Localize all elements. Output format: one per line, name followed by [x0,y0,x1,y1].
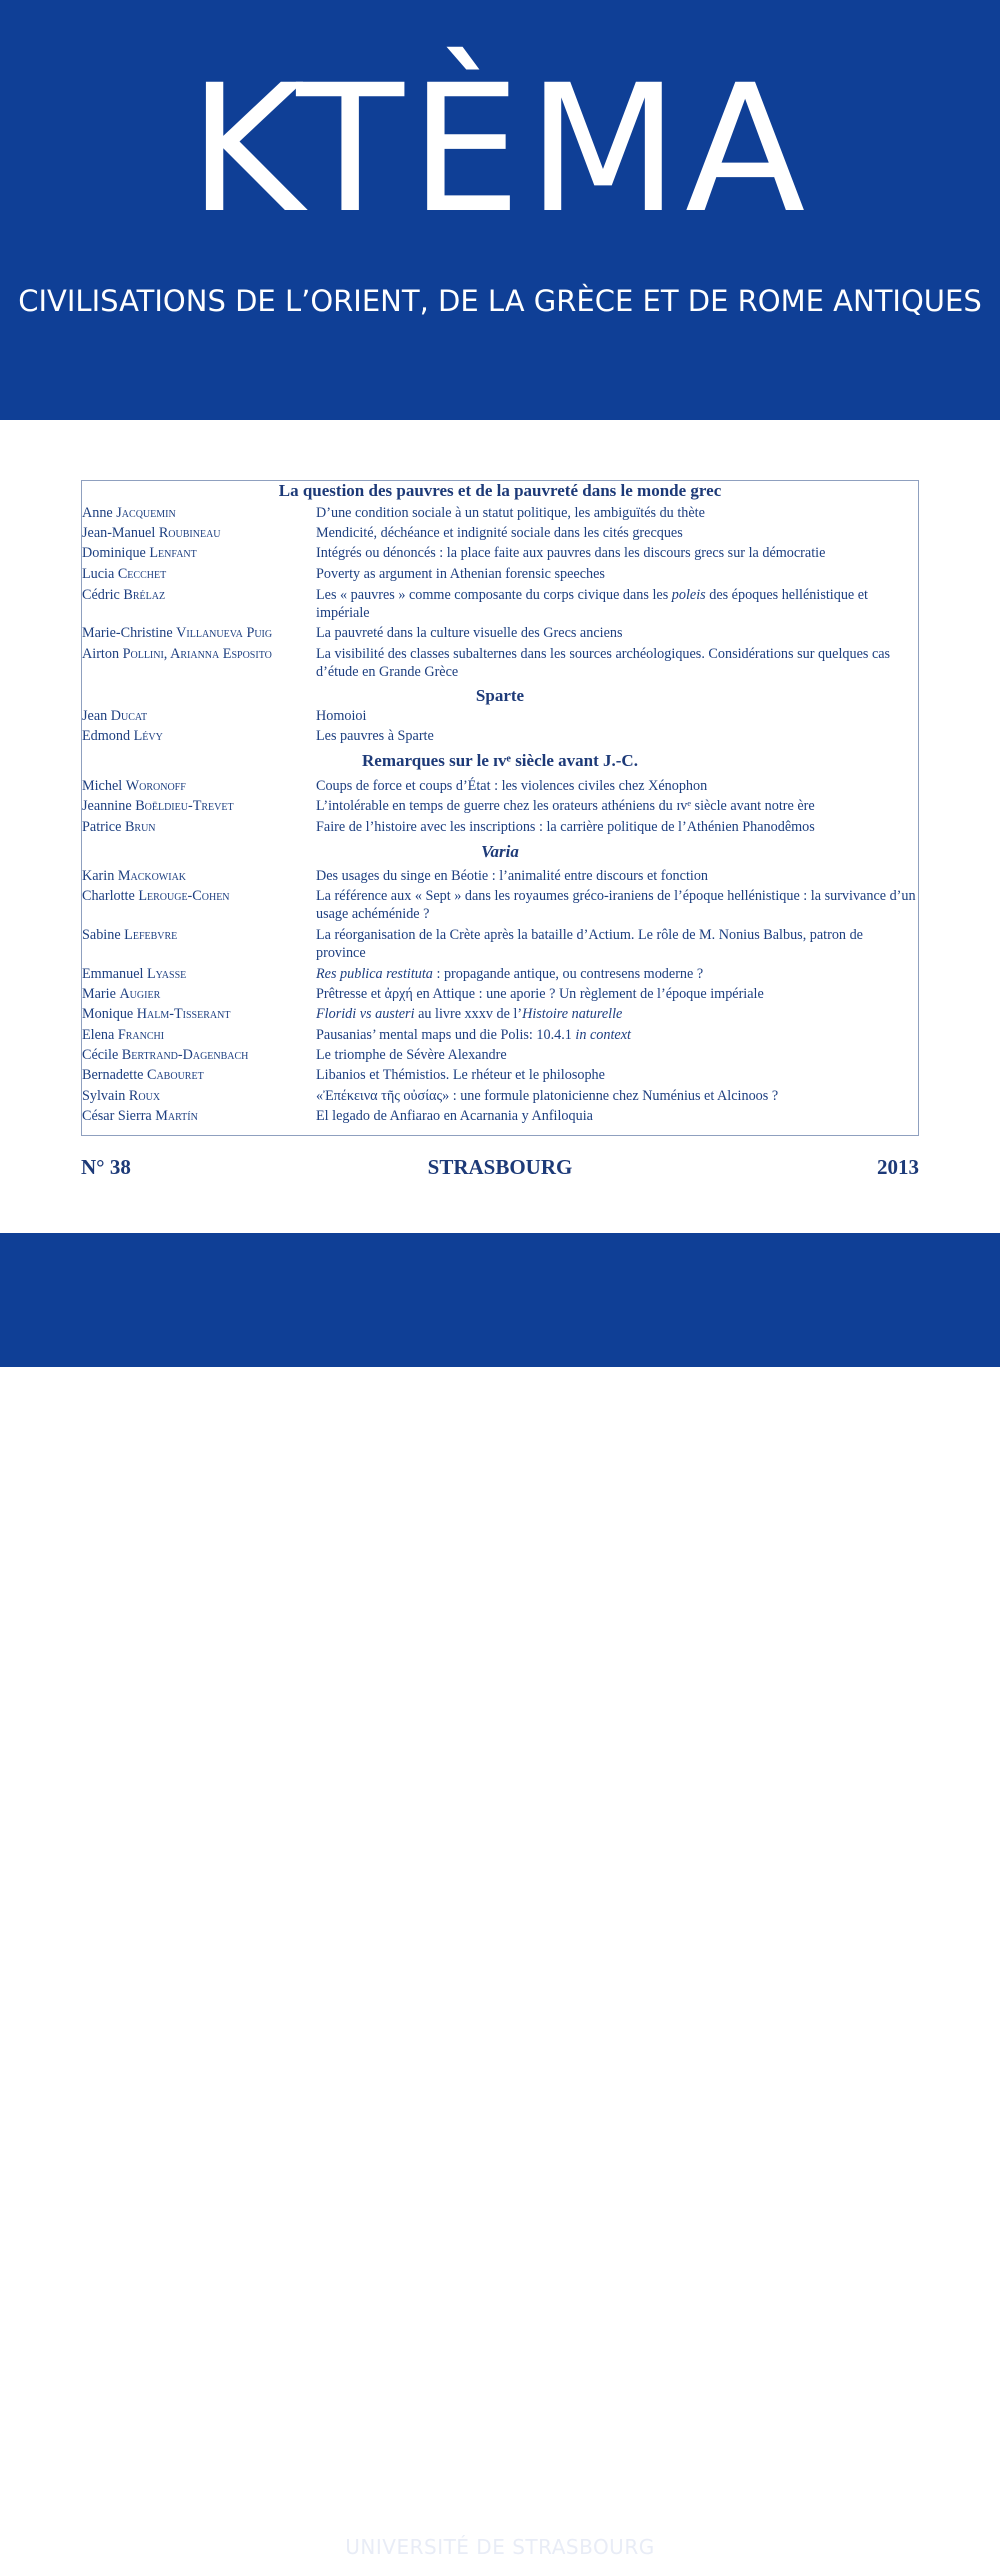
entry-title [316,586,916,622]
section-heading: Sparte [475,686,525,705]
section-heading: Varia [481,842,519,861]
entry-title-part: Histoire naturelle [522,1006,623,1022]
author-given-name: Elena [82,1027,115,1043]
author-surname: Boëldieu-Trevet [135,798,234,814]
author-given-name: Patrice [82,819,122,835]
publication-year: 2013 [877,1155,919,1179]
author-surname: Augier [119,986,161,1002]
entry-title: Homoioi [316,708,367,724]
entry-author [82,544,314,562]
entry-title: D’une condition sociale à un statut politique, les ambiguïtés du thète [316,505,705,521]
footer-band [0,1233,1000,2559]
entry-title [316,965,916,983]
author-given-name: Charlotte [82,888,135,904]
author-surname: Roubineau [158,525,221,541]
author-given-name: Cécile [82,1047,119,1063]
entry-title-part: au livre xxxv de l’ [414,1006,523,1022]
entry-title: Libanios et Thémistios. Le rhéteur et le philosophe [316,1067,605,1083]
entry-author [82,1026,314,1044]
entry-author [82,1107,314,1125]
author-surname: Mackowiak [117,868,187,884]
author-given-name: Emmanuel [82,966,144,982]
entry-author [82,965,314,983]
entry-author [82,797,314,815]
entry-author [82,777,314,795]
author-surname: Brélaz [123,587,166,603]
entry-title: La pauvreté dans la culture visuelle des Grecs anciens [316,625,623,641]
author-given-name: Airton [82,646,120,662]
entry-title-part: Floridi vs austeri [316,1006,415,1022]
entry-author [82,645,314,663]
header-band [0,0,1000,420]
entry-author [82,1005,314,1023]
entry-title: La visibilité des classes subalternes dans les sources archéologiques. Considérations sur quelques cas d’étude en Grande Grèce [316,646,891,680]
author-given-name: Dominique [82,545,146,561]
entry-title: Mendicité, déchéance et indignité sociale dans les cités grecques [316,525,683,541]
author-surname: Ducat [110,708,148,724]
author-given-name: César Sierra [82,1108,152,1124]
entry-author [82,565,314,583]
author-surname: Cecchet [117,566,167,582]
author-given-name: Sylvain [82,1088,126,1104]
entry-title: La référence aux « Sept » dans les royaumes gréco-iraniens de l’époque hellénistique : la survivance d’un usage achéménide ? [316,888,916,922]
issue-number: N° 38 [81,1155,131,1179]
entry-author [82,887,314,905]
entry-title-part: : propagande antique, ou contresens moderne ? [432,966,704,982]
author-given-name: Cédric [82,587,120,603]
entry-author [82,1087,314,1105]
entry-author [82,504,314,522]
entry-title: Les pauvres à Sparte [316,728,434,744]
author-surname: Lévy [133,728,163,744]
entry-title-part: Les « pauvres » comme composante du corps civique dans les [316,587,672,603]
author-given-name: Marie [82,986,116,1002]
entry-title: Poverty as argument in Athenian forensic speeches [316,566,605,582]
author-surname: Halm-Tisserant [136,1006,231,1022]
author-surname: Franchi [117,1027,165,1043]
entry-title-part: poleis [671,587,706,603]
entry-author [82,926,314,944]
entry-title: Le triomphe de Sévère Alexandre [316,1047,507,1063]
author-given-name: Jean [82,708,108,724]
entry-title: Faire de l’histoire avec les inscriptions : la carrière politique de l’Athénien Phanodêmos [316,819,815,835]
entry-title-part: des époques hellénistique et impériale [316,587,868,621]
author-given-name: Jeannine [82,798,132,814]
author-surname: Cabouret [147,1067,204,1083]
entry-author [82,867,314,885]
entry-author [82,985,314,1003]
entry-title-part: in context [575,1027,631,1043]
cover-footer [81,1155,919,1185]
author-given-name: Monique [82,1006,134,1022]
author-given-name: Edmond [82,728,131,744]
entry-title: L’intolérable en temps de guerre chez les orateurs athéniens du ɪᴠᵉ siècle avant notre ère [316,798,815,814]
author-surname: Lerouge-Cohen [138,888,230,904]
entry-title-part: Pausanias’ mental maps und die Polis: 10.4.1 [316,1027,576,1043]
author-given-name: Bernadette [82,1067,144,1083]
author-surname: Woronoff [125,778,186,794]
entry-title: «Ἐπέκεινα τῆς οὐσίας» : une formule platonicienne chez Numénius et Alcinoos ? [316,1088,779,1104]
entry-title: Prêtresse et ἀρχή en Attique : une aporie ? Un règlement de l’époque impériale [316,986,764,1002]
entry-author [82,818,314,836]
author-given-name: Karin [82,868,115,884]
entry-author [82,586,314,604]
author-surname: Pollini, Arianna Esposito [122,646,272,662]
publication-city: STRASBOURG [427,1155,573,1179]
entry-author [82,727,314,745]
journal-masthead: KTÈMA [188,47,812,252]
entry-title: La réorganisation de la Crète après la bataille d’Actium. Le rôle de M. Nonius Balbus, patron de province [316,927,863,961]
entry-title: Coups de force et coups d’État : les violences civiles chez Xénophon [316,778,708,794]
entry-author [82,524,314,542]
author-surname: Jacquemin [116,505,176,521]
author-given-name: Marie-Christine [82,625,173,641]
author-surname: Lyasse [147,966,187,982]
entry-title: Des usages du singe en Béotie : l’animalité entre discours et fonction [316,868,709,884]
publisher-name: UNIVERSITÉ DE STRASBOURG [345,2535,655,2559]
journal-subtitle: CIVILISATIONS DE L’ORIENT, DE LA GRÈCE ET DE ROME ANTIQUES [18,284,982,318]
author-given-name: Sabine [82,927,121,943]
author-surname: Villanueva Puig [176,625,273,641]
table-of-contents [81,480,919,1136]
author-given-name: Anne [82,505,113,521]
author-given-name: Michel [82,778,123,794]
author-surname: Lenfant [149,545,197,561]
section-heading: La question des pauvres et de la pauvreté dans le monde grec [278,481,722,500]
author-surname: Brun [124,819,156,835]
author-surname: Bertrand-Dagenbach [121,1047,249,1063]
author-given-name: Jean-Manuel [82,525,156,541]
entry-title: Intégrés ou dénoncés : la place faite aux pauvres dans les discours grecs sur la démocratie [316,545,826,561]
entry-title [316,1026,916,1044]
entry-author [82,1066,314,1084]
entry-author [82,707,314,725]
section-heading: Remarques sur le ɪᴠᵉ siècle avant J.-C. [362,751,638,770]
author-surname: Lefebvre [124,927,178,943]
entry-author [82,1046,314,1064]
entry-title [316,1005,916,1023]
author-given-name: Lucia [82,566,115,582]
author-surname: Roux [128,1088,161,1104]
entry-title: El legado de Anfiarao en Acarnania y Anfiloquia [316,1108,593,1124]
entry-title-part: Res publica restituta [316,966,433,982]
author-surname: Martín [155,1108,198,1124]
entry-author [82,624,314,642]
